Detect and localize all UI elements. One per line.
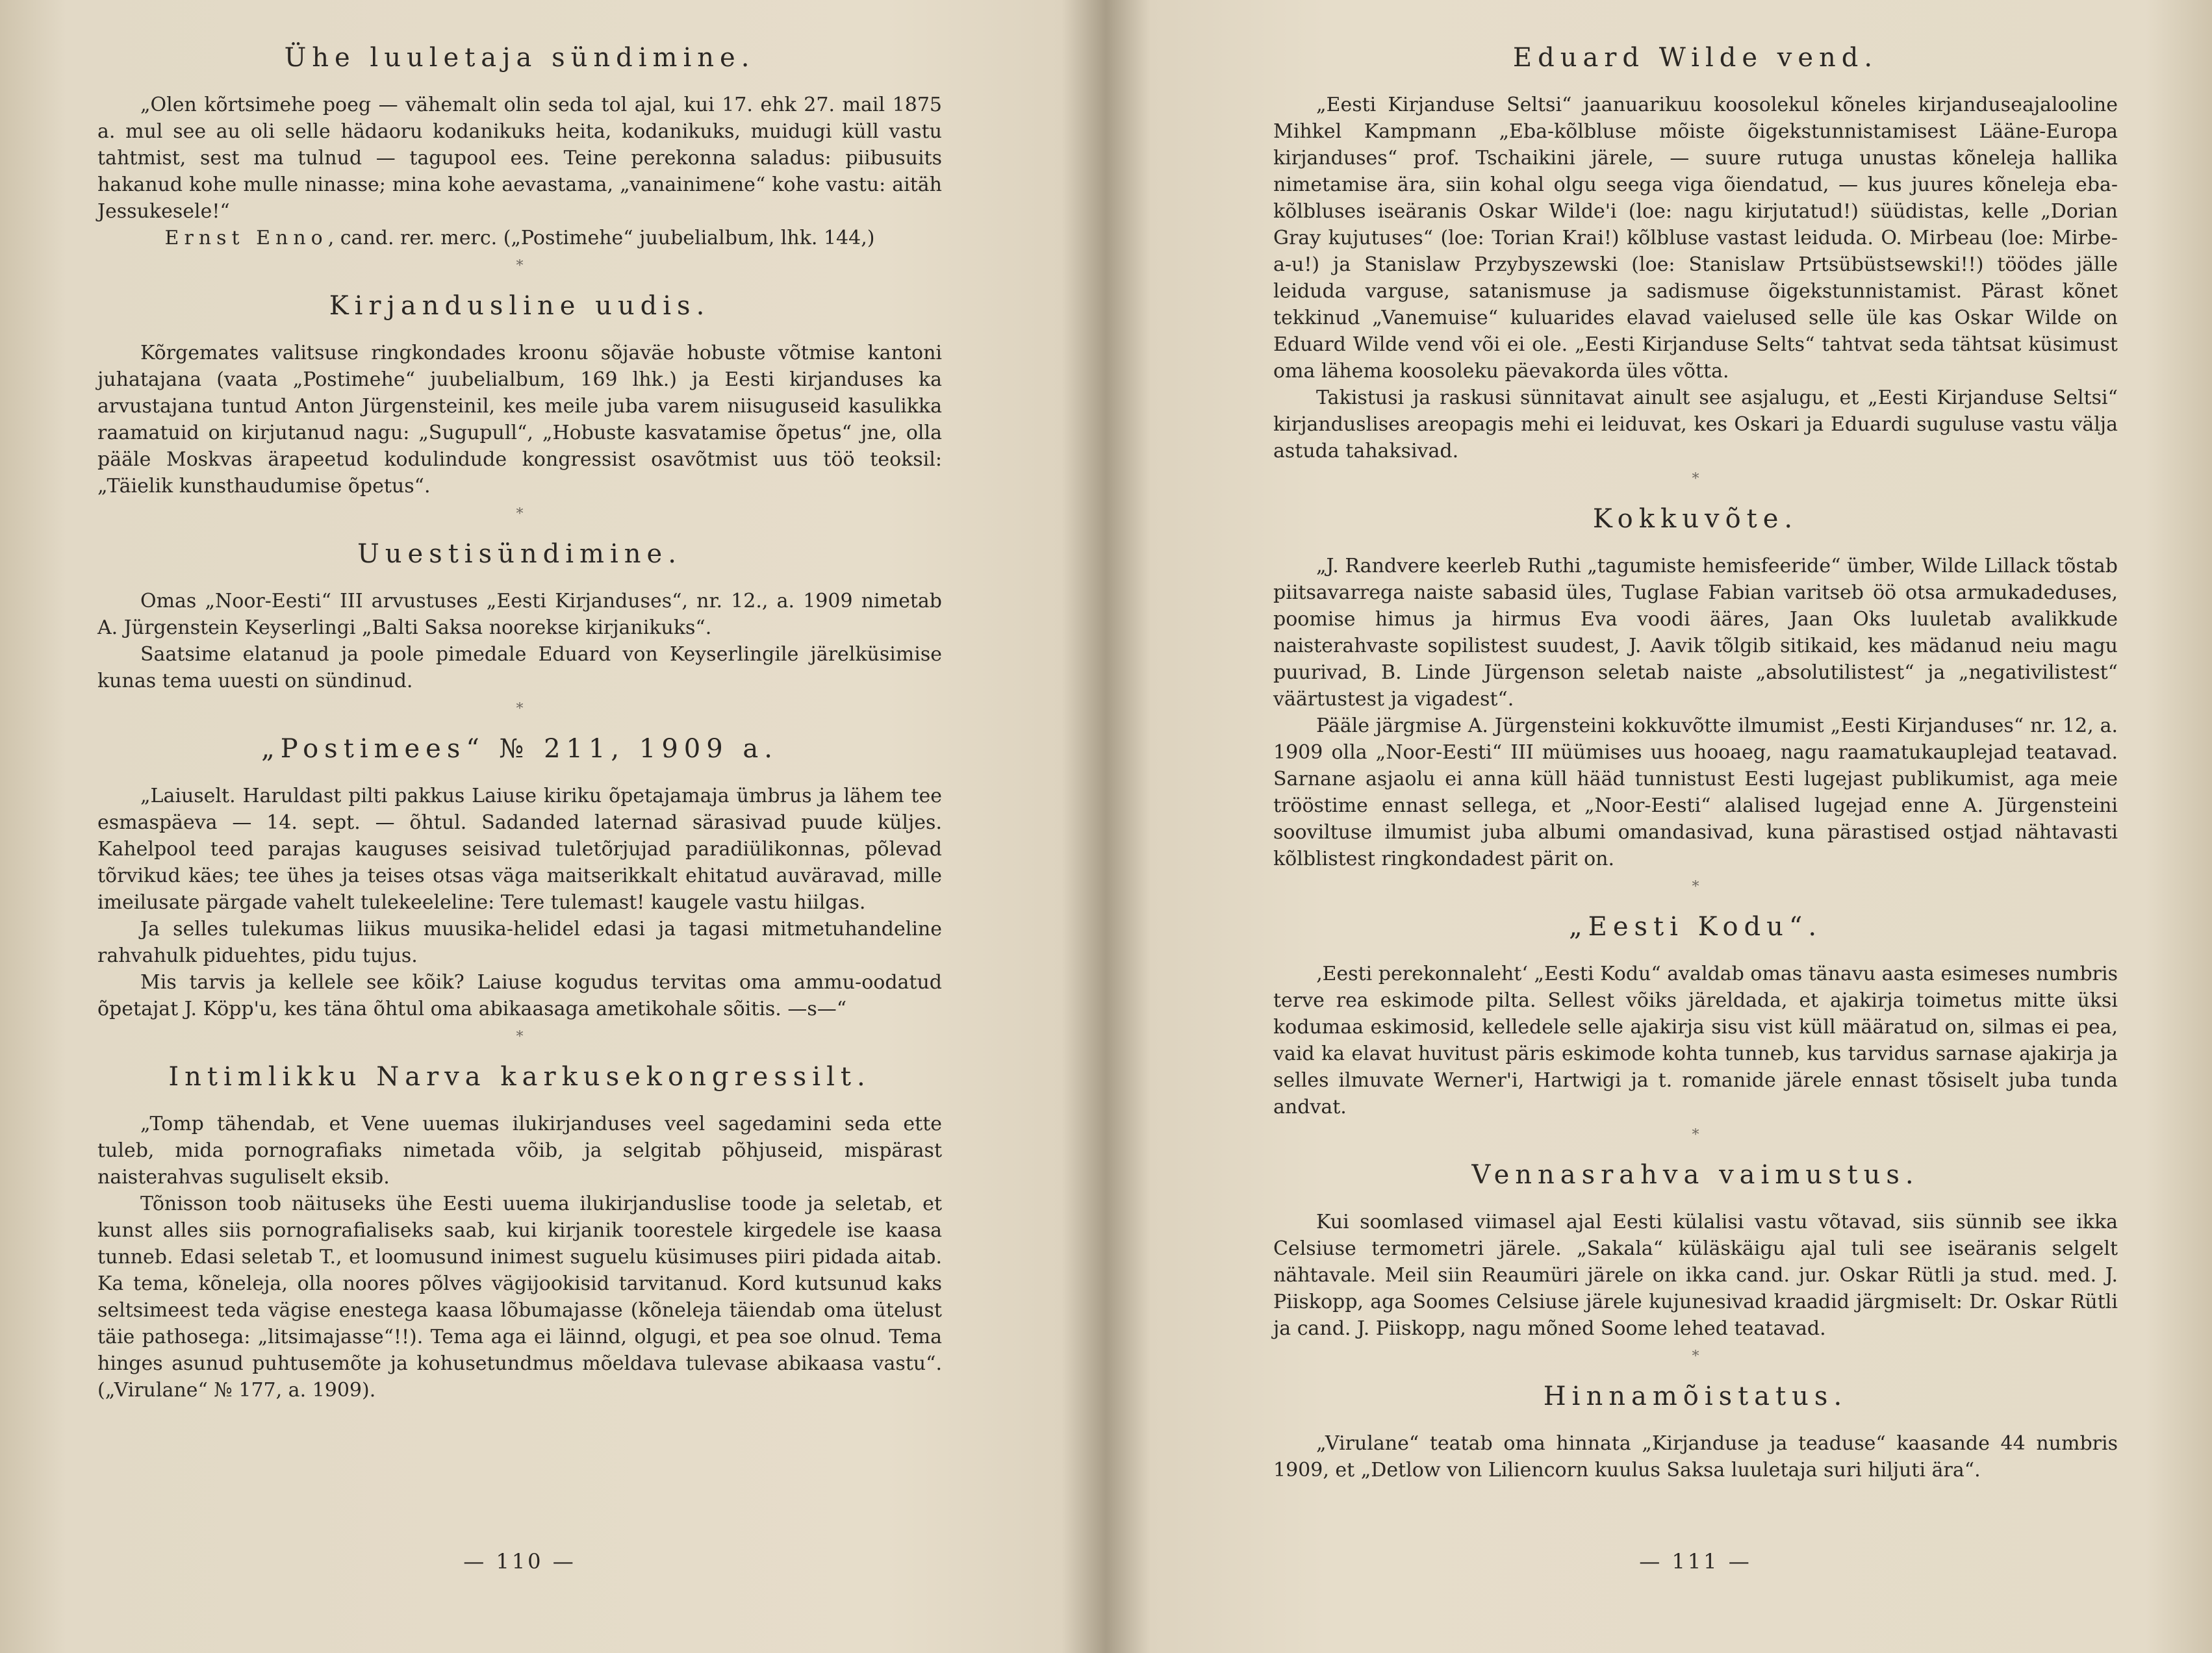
section-title: Vennasrahva vaimustus. [1471,1160,1920,1190]
section-title: Eduard Wilde vend. [1512,43,1879,73]
separator-star: * [516,506,524,522]
separator-star: * [1692,1348,1699,1365]
paragraph: „Laiuselt. Haruldast pilti pakkus Laiuse kiriku õpetajamaja ümbrus ja lähem tee esmaspäeva — 14. sept. — õhtul. Sadanded laternad särasivad puude küljes. Kahelpool teed parajas kauguses seisivad tuletõrjujad paradiülikonnas, põlevad tõrvikud käes; tee ühes ja teises otsas väga maitserikkalt ehitatud auväravad, mille imeilusate pärgade vahelt tulekeeleline: Tere tulemast! kaugele vastu hiilgas. [97,785,942,914]
paragraph: ‚Eesti perekonnaleht‘ „Eesti Kodu“ avaldab omas tänavu aasta esimeses numbris terve rea eskimode pilta. Sellest võiks järeldada, et ajakirja toimetus mitte üksi kodumaa eskimosid, kelledele selle ajakirja sisu vist küll määratud on, silmas ei pea, vaid ka elavat huvitust päris eskimode kohta tunneb, kus tarvidus sarnase ajakirja ja selles ilmuvate Werner'i, Hartwigi ja t. romanide järele ennast tõsiselt juba tunda andvat. [1273,963,2118,1118]
section-title: Kokkuvõte. [1592,504,1799,534]
paragraph: Takistusi ja raskusi sünnitavat ainult see asjalugu, et „Eesti Kirjanduse Seltsi“ kirjanduslises areopagis mehi ei leiduvat, kes Oskari ja Eduardi suguluse vastu välja astuda tahaksivad. [1273,386,2118,462]
paragraph: Mis tarvis ja kellele see kõik? Laiuse kogudus tervitas oma ammu-oodatud õpetajat J. Köpp'u, kes täna õhtul oma abikaasaga ametikohale sõitis. —s—“ [97,971,942,1020]
separator-star: * [516,701,524,717]
paragraph: „Olen kõrtsimehe poeg — vähemalt olin seda tol ajal, kui 17. ehk 27. mail 1875 a. mul see au oli selle hädaoru kodanikuks heita, kodanikuks, muidugi küll vastu tahtmist, sest ma tulnud — tagupool ees. Teine perekonna saladus: piibusuits hakanud kohe mulle ninasse; mina kohe aevastama, „vanainimene“ kohe vastu: aitäh Jessukesele!“ [97,94,942,223]
right-column [1273,42,2118,1483]
signature-name: Ernst Enno [164,227,328,249]
section-title: „Eesti Kodu“. [1568,912,1823,942]
paragraph: Omas „Noor-Eesti“ III arvustuses „Eesti Kirjanduses“, nr. 12., a. 1909 nimetab A. Jürgenstein Keyserlingi „Balti Saksa noorekse kirjanikuks“. [97,590,942,639]
left-page [97,0,942,1653]
paragraph: Kui soomlased viimasel ajal Eesti külalisi vastu võtavad, siis sünnib see ikka Celsiuse termometri järele. „Sakala“ küläskäigu ajal tuli see iseäranis selgelt nähtavale. Meil siin Reaumüri järele on ikka cand. jur. Oskar Rütli ja stud. med. J. Piiskopp, aga Soomes Celsiuse järele kujunesivad kraadid järgmiselt: Dr. Oskar Rütli ja cand. J. Piiskopp, nagu mõned Soome lehed teatavad. [1273,1211,2118,1340]
section-title: Intimlikku Narva karkusekongressilt. [168,1062,871,1092]
separator-star: * [1692,1127,1699,1143]
paragraph: „J. Randvere keerleb Ruthi „tagumiste hemisfeeride“ ümber, Wilde Lillack tõstab piitsavarrega naiste sabasid üles, Tuglase Fabian varitseb öö otsa armukadeduses, poomise himus ja hirmus Eva voodi ääres, Jaan Oks luuletab avalikkude naisterahvaste sopilistest suudest, J. Aavik tõlgib sitikaid, kes mädanud neiu magu puurivad, B. Linde Jürgenson seletab naiste „absolutilistest“ ja „negativilistest“ väärtustest ja vigadest“. [1273,555,2118,711]
separator-star: * [516,1029,524,1045]
page-number: — 111 — [1639,1549,1752,1574]
paragraph: Ja selles tulekumas liikus muusika-helidel edasi ja tagasi mitmetuhandeline rahvahulk piduehtes, pidu tujus. [97,918,942,967]
section-title: Kirjandusline uudis. [329,291,711,321]
separator-star: * [1692,471,1699,487]
signature-rest: , cand. rer. merc. („Postimehe“ juubelialbum, lhk. 144,) [327,227,875,249]
signature [97,225,942,251]
right-page [1273,0,2118,1653]
section-title: Hinnamõistatus. [1543,1382,1848,1411]
page-number: — 110 — [463,1549,576,1574]
separator-star: * [1692,879,1699,895]
section-title: „Postimees“ № 211, 1909 a. [261,734,778,764]
left-column [97,42,942,1404]
paragraph: „Tomp tähendab, et Vene uuemas ilukirjanduses veel sagedamini seda ette tuleb, mida pornografiaks nimetada võib, ja selgitab põhjuseid, mispärast naisterahvas suguliselt eksib. [97,1113,942,1189]
paragraph: Tõnisson toob näituseks ühe Eesti uuema ilukirjanduslise toode ja seletab, et kunst alles siis pornografialiseks saab, kui kirjanik toorestele kirgedele ise kaasa tunneb. Edasi seletab T., et loomusund inimest suguelu küsimuses piiri pidada aitab. Ka tema, kõneleja, olla noores põlves vägijookisid tarvitanud. Kord kutsunud kaks seltsimeest teda vägise enestega kaasa lõbumajasse (kõneleja täiendab oma ütelust täie pathosega: „litsimajasse“!!). Tema aga ei läinnd, olgugi, et pea soe olnud. Tema hinges asunud puhtusemõte ja kohusetundmus mõeldava tulevase abikaasa vastu“. („Virulane“ № 177, a. 1909). [97,1192,942,1402]
paragraph: Saatsime elatanud ja poole pimedale Eduard von Keyserlingile järelküsimise kunas tema uuesti on sündinud. [97,643,942,692]
paragraph: Pääle järgmise A. Jürgensteini kokkuvõtte ilmumist „Eesti Kirjanduses“ nr. 12, a. 1909 olla „Noor-Eesti“ III müümises uus hooaeg, nagu raamatukauplejad teatavad. Sarnane asjaolu ei anna küll hääd tunnistust Eesti lugejast publikumist, aga meie trööstime ennast sellega, et „Noor-Eesti“ alalised lugejad enne A. Jürgensteini sooviltuse ilmumist juba albumi omandasivad, kuna pärastised ostjad nähtavasti kõlblistest ringkondadest pärit on. [1273,714,2118,870]
paragraph: „Virulane“ teatab oma hinnata „Kirjanduse ja teaduse“ kaasande 44 numbris 1909, et „Detlow von Liliencorn kuulus Saksa luuletaja suri hiljuti ära“. [1273,1432,2118,1482]
section-title: Ühe luuletaja sündimine. [284,43,756,73]
separator-star: * [516,258,524,274]
section-title: Uuestisündimine. [357,539,682,569]
paragraph: „Eesti Kirjanduse Seltsi“ jaanuarikuu koosolekul kõneles kirjanduseajalooline Mihkel Kampmann „Eba-kõlbluse mõiste õigekstunnistamisest Lääne-Europa kirjanduses“ prof. Tschaikini järele, — suure rutuga unustas kõneleja hallika nimetamise ära, siin kohal olgu seega viga õiendatud, — kus juures kõneleja eba-kõlbluses iseäranis Oskar Wilde'i (loe: nagu kirjutatud!) süüdistas, kelle „Dorian Gray kujutuses“ (loe: Torian Krai!) kõlbluse vastast leiduda. O. Mirbeau (loe: Mirbe-a-u!) ja Stanislaw Przybyszewski (loe: Stanislaw Prtsübüstsewski!!) töödes jälle leiduda varguse, satanismuse ja sadismuse õigekstunnistamist. Pärast kõnet tekkinud „Vanemuise“ kuluarides elavad vaielused selle üle kas Oskar Wilde on Eduard Wilde vend või ei ole. „Eesti Kirjanduse Selts“ tahtvat seda tähtsat küsimust oma lähema koosoleku päevakorda üles võtta. [1273,94,2118,383]
paragraph: Kõrgemates valitsuse ringkondades kroonu sõjaväe hobuste võtmise kantoni juhatajana (vaata „Postimehe“ juubelialbum, 169 lhk.) ja Eesti kirjanduses ka arvustajana tuntud Anton Jürgensteinil, kes meile juba varem niisuguseid kasulikka raamatuid on kirjutanud nagu: „Sugupull“, „Hobuste kasvatamise õpetus“ jne, olla pääle Moskvas ärapeetud kodulindude kongressist osavõtmist uus töö teoksil: „Täielik kunsthaudumise õpetus“. [97,342,942,498]
